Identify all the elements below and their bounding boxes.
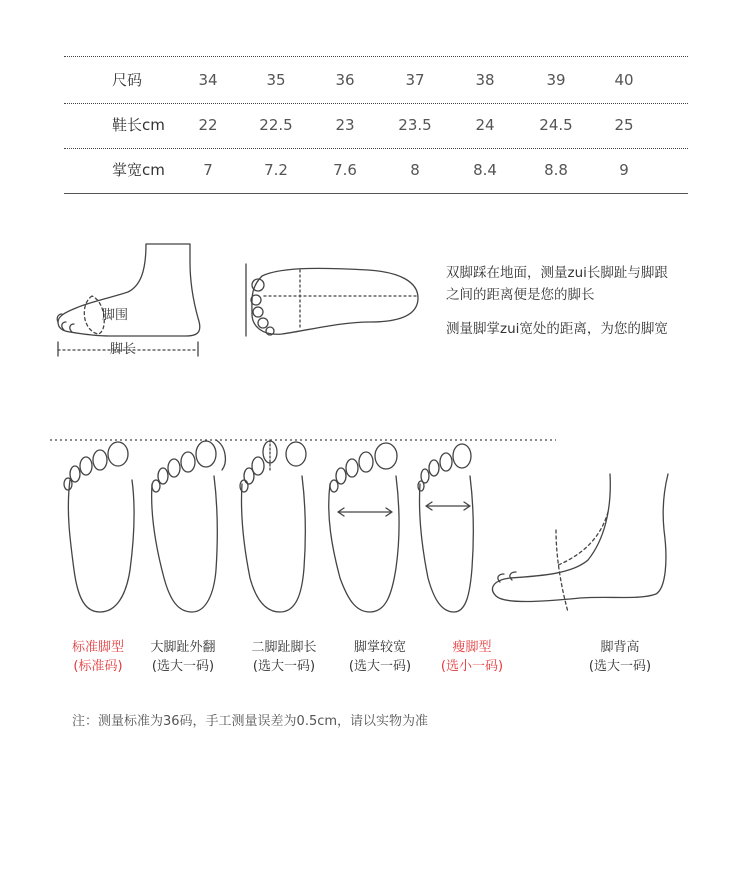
foot-type-name: 标准脚型 (71, 640, 124, 655)
table-cell: 40 (614, 71, 634, 89)
foot-wide-icon (329, 443, 399, 612)
foot-type-advice: (选大一码) (252, 659, 316, 674)
table-cell: 8 (410, 161, 420, 179)
foot-type-name: 二脚趾脚长 (251, 640, 317, 655)
table-cell: 24.5 (539, 116, 573, 134)
foot-standard-icon (64, 442, 134, 612)
measurement-note: 注：测量标准为36码，手工测量误差为0.5cm，请以实物为准 (72, 714, 429, 729)
table-cell: 8.4 (473, 161, 497, 179)
foot-type-bunion (133, 638, 233, 676)
foot-type-name: 脚掌较宽 (353, 640, 406, 655)
row-label: 鞋长cm (112, 116, 165, 134)
foot-bunion-icon (152, 440, 226, 612)
table-cell: 24 (475, 116, 495, 134)
foot-type-name: 瘦脚型 (452, 640, 492, 655)
row-label: 掌宽cm (112, 161, 165, 179)
foot-type-high-instep (570, 638, 670, 676)
table-cell: 35 (266, 71, 286, 89)
foot-type-advice: (选大一码) (151, 659, 215, 674)
foot-type-advice: (标准码) (73, 659, 123, 674)
table-cell: 22.5 (259, 116, 293, 134)
foot-type-advice: (选大一码) (348, 659, 412, 674)
foot-type-long-second-toe (234, 638, 334, 676)
measure-desc-line1: 双脚踩在地面，测量zui长脚趾与脚跟 (446, 265, 668, 281)
table-cell: 37 (405, 71, 425, 89)
table-cell: 36 (335, 71, 355, 89)
foot-type-wide (330, 638, 430, 676)
foot-type-slim (422, 638, 522, 676)
table-cell: 34 (198, 71, 218, 89)
table-cell: 23.5 (398, 116, 432, 134)
table-cell: 39 (546, 71, 566, 89)
foot-slim-icon (418, 444, 473, 612)
table-cell: 38 (475, 71, 495, 89)
table-cell: 8.8 (544, 161, 568, 179)
girth-label: 脚围 (102, 308, 129, 323)
foot-long-second-toe-icon (240, 440, 306, 612)
foot-high-instep-icon (492, 474, 668, 612)
measure-desc-line2: 之间的距离便是您的脚长 (446, 287, 595, 303)
table-cell: 7.6 (333, 161, 357, 179)
table-cell: 9 (619, 161, 629, 179)
table-cell: 23 (335, 116, 355, 134)
table-cell: 22 (198, 116, 218, 134)
foot-type-name: 大脚趾外翻 (150, 640, 216, 655)
table-cell: 7.2 (264, 161, 288, 179)
foot-type-advice: (选大一码) (588, 659, 652, 674)
foot-type-name: 脚背高 (600, 640, 640, 655)
measure-desc-line3: 测量脚掌zui宽处的距离，为您的脚宽 (446, 321, 668, 337)
table-cell: 7 (203, 161, 213, 179)
foot-type-advice: (选小一码) (440, 659, 504, 674)
table-cell: 25 (614, 116, 634, 134)
row-label: 尺码 (112, 71, 143, 89)
length-label: 脚长 (110, 342, 137, 357)
